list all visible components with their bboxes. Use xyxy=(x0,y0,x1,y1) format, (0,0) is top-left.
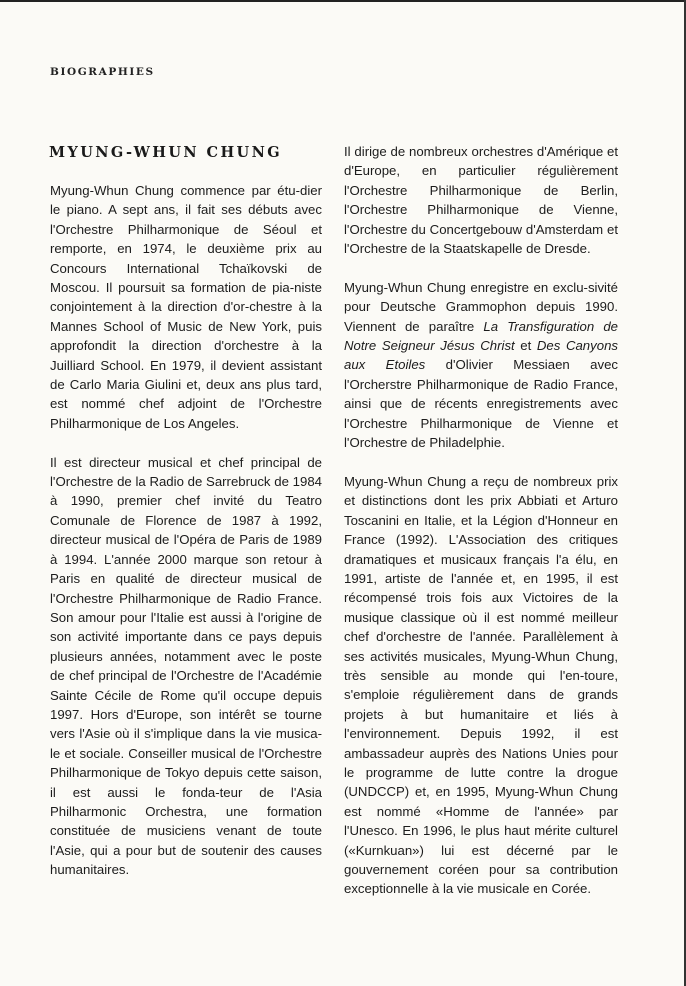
paragraph: Il dirige de nombreux orchestres d'Amérique et d'Europe, en particulier régulièrement l'Orchestre Philharmonique de Berlin, l'Orchestre Philharmonique de Vienne, l'Orchestre du Concertgebouw d'Amsterdam et l'Orchestre de la Staatskapelle de Dresde. xyxy=(344,144,618,257)
work-title: La Transfiguration de Notre Seigneur Jésus Christ xyxy=(344,318,618,354)
text-run: d'Olivier Messiaen avec l'Orcherstre Philharmonique de Radio France, ainsi que de récents enregistrements avec l'Orchestre Philharmonique de Vienne et l'Orchestre de Philadelphie. xyxy=(344,357,618,451)
paragraph: Myung-Whun Chung a reçu de nombreux prix et distinctions dont les prix Abbiati et Arturo Toscanini en Italie, et la Légion d'Honneur en France (1992). L'Association des critiques dramatiques et musicaux français l'a élu, en 1991, artiste de l'année et, en 1995, il est récompensé trois fois aux Victoires de la musique classique où il est nommé meilleur chef d'orchestre de l'année. Parallèlement à ses activités musicales, Myung-Whun Chung, très sensible au monde qui l'en-toure, s'emploie régulièrement dans de grands projets à but humanitaire et liés à l'environnement. Depuis 1992, il est ambassadeur auprès des Nations Unies pour le programme de lutte contre la drogue (UNDCCP) et, en 1995, Myung-Whun Chung est nommé «Homme de l'année» par l'Unesco. En 1996, le plus haut mérite culturel («Kurnkuan») lui est décerné par le gouvernement coréen pour sa contribution exceptionnelle à la vie musicale en Corée. xyxy=(344,473,618,897)
left-column xyxy=(50,181,322,880)
paragraph: Il est directeur musical et chef principal de l'Orchestre de la Radio de Sarrebruck de 1984 à 1990, premier chef invité du Teatro Comunale de Florence de 1987 à 1992, directeur musical de l'Opéra de Paris de 1989 à 1994. L'année 2000 marque son retour à Paris en qualité de directeur musical de l'Orchestre Philharmonique de Radio France. Son amour pour l'Italie est aussi à l'origine de son activité importante dans ce pays depuis plusieurs années, notamment avec le poste de chef principal de l'Orchestre de l'Académie Sainte Cécile de Rome qu'il occupe depuis 1997. Hors d'Europe, son intérêt se tourne vers l'Asie où il s'implique dans la vie musica-le et sociale. Conseiller musical de l'Orchestre Philharmonique de Tokyo depuis cette saison, il est aussi le fonda-teur de l'Asia Philharmonic Orchestra, une formation constituée de musiciens venant de toute l'Asie, qui a pour but de soutenir des causes humanitaires. xyxy=(50,454,322,878)
article-title: MYUNG-WHUN CHUNG xyxy=(49,144,283,161)
paragraph xyxy=(344,278,618,453)
paragraph: Myung-Whun Chung commence par étu-dier le piano. A sept ans, il fait ses débuts avec l'Orchestre Philharmonique de Séoul et remporte, en 1974, le deuxième prix au Concours International Tchaïkovski de Moscou. Il poursuit sa formation de pia-niste conjointement à la direction d'or-chestre à la Mannes School of Music de New York, puis approfondit la direction d'orchestre à la Juilliard School. En 1979, il devient assistant de Carlo Maria Giulini et, deux ans plus tard, est nommé chef adjoint de l'Orchestre Philharmonique de Los Angeles. xyxy=(50,183,322,431)
text-run: et xyxy=(514,338,537,354)
section-label: BIOGRAPHIES xyxy=(50,66,155,78)
top-edge xyxy=(0,0,686,2)
right-column xyxy=(344,142,618,899)
work-title: Des Canyons aux Etoiles xyxy=(344,338,618,373)
text-run: Myung-Whun Chung enregistre en exclu-sivité pour Deutsche Grammophon depuis 1990. Viennent de paraître xyxy=(344,279,618,334)
